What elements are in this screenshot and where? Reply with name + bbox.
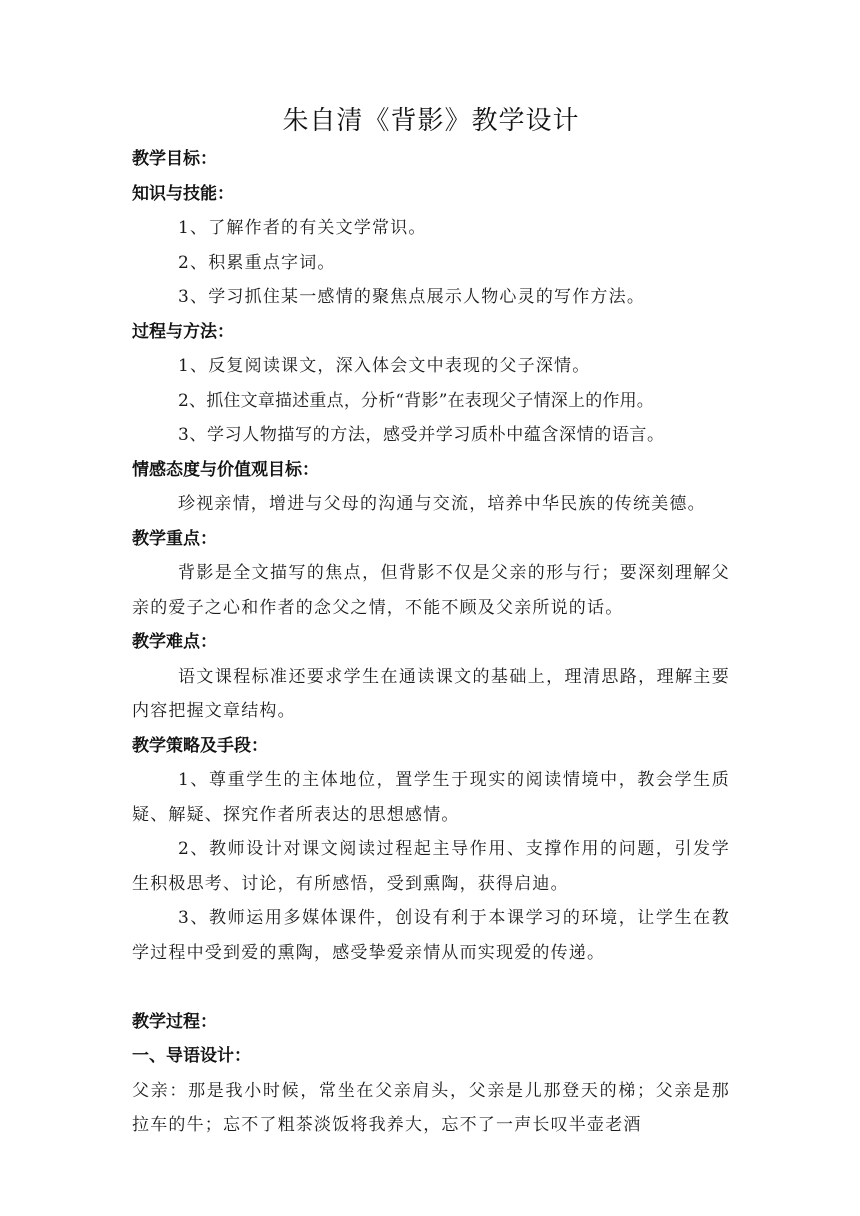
process-methods-heading: 过程与方法： <box>132 321 234 342</box>
teaching-goals-heading: 教学目标： <box>132 149 217 169</box>
emotion-values-heading: 情感态度与价值观目标： <box>132 459 319 480</box>
document-page <box>132 100 730 1143</box>
process-item: 3、学习人物描写的方法，感受并学习质朴中蕴含深情的语言。 <box>178 425 665 445</box>
blank-line <box>132 970 730 1005</box>
strategy-item: 1、尊重学生的主体地位，置学生于现实的阅读情境中，教会学生质疑、解疑、探究作者所表达的思想感情。 <box>132 770 730 825</box>
teaching-procedure-heading: 教学过程： <box>132 1011 217 1032</box>
strategy-item: 3、教师运用多媒体课件，创设有利于本课学习的环境，让学生在教学过程中受到爱的熏陶，感受挚爱亲情从而实现爱的传递。 <box>132 908 730 963</box>
key-point-text: 背影是全文描写的焦点，但背影不仅是父亲的形与行；要深刻理解父亲的爱子之心和作者的念父之情，不能不顾及父亲所说的话。 <box>132 563 730 618</box>
key-point-heading: 教学重点： <box>132 528 217 549</box>
intro-design-text: 父亲：那是我小时候，常坐在父亲肩头，父亲是儿那登天的梯；父亲是那拉车的牛；忘不了粗茶淡饭将我养大，忘不了一声长叹半壶老酒 <box>132 1080 730 1135</box>
intro-design-heading: 一、导语设计： <box>132 1046 251 1066</box>
difficulty-text: 语文课程标准还要求学生在通读课文的基础上，理清思路，理解主要内容把握文章结构。 <box>132 666 730 721</box>
strategy-heading: 教学策略及手段： <box>132 735 268 756</box>
knowledge-item: 1、了解作者的有关文学常识。 <box>178 218 427 238</box>
difficulty-heading: 教学难点： <box>132 632 217 652</box>
knowledge-item: 3、学习抓住某一感情的聚焦点展示人物心灵的写作方法。 <box>178 287 646 307</box>
process-item: 2、抓住文章描述重点，分析“背影”在表现父子情深上的作用。 <box>178 390 654 411</box>
document-title: 朱自清《背影》教学设计 <box>282 106 580 136</box>
knowledge-skills-heading: 知识与技能： <box>132 183 234 204</box>
knowledge-item: 2、积累重点字词。 <box>178 252 336 273</box>
process-item: 1、反复阅读课文，深入体会文中表现的父子深情。 <box>178 356 591 376</box>
emotion-values-text: 珍视亲情，增进与父母的沟通与交流，培养中华民族的传统美德。 <box>178 494 706 514</box>
strategy-item: 2、教师设计对课文阅读过程起主导作用、支撑作用的问题，引发学生积极思考、讨论，有所感悟，受到熏陶，获得启迪。 <box>132 839 730 894</box>
